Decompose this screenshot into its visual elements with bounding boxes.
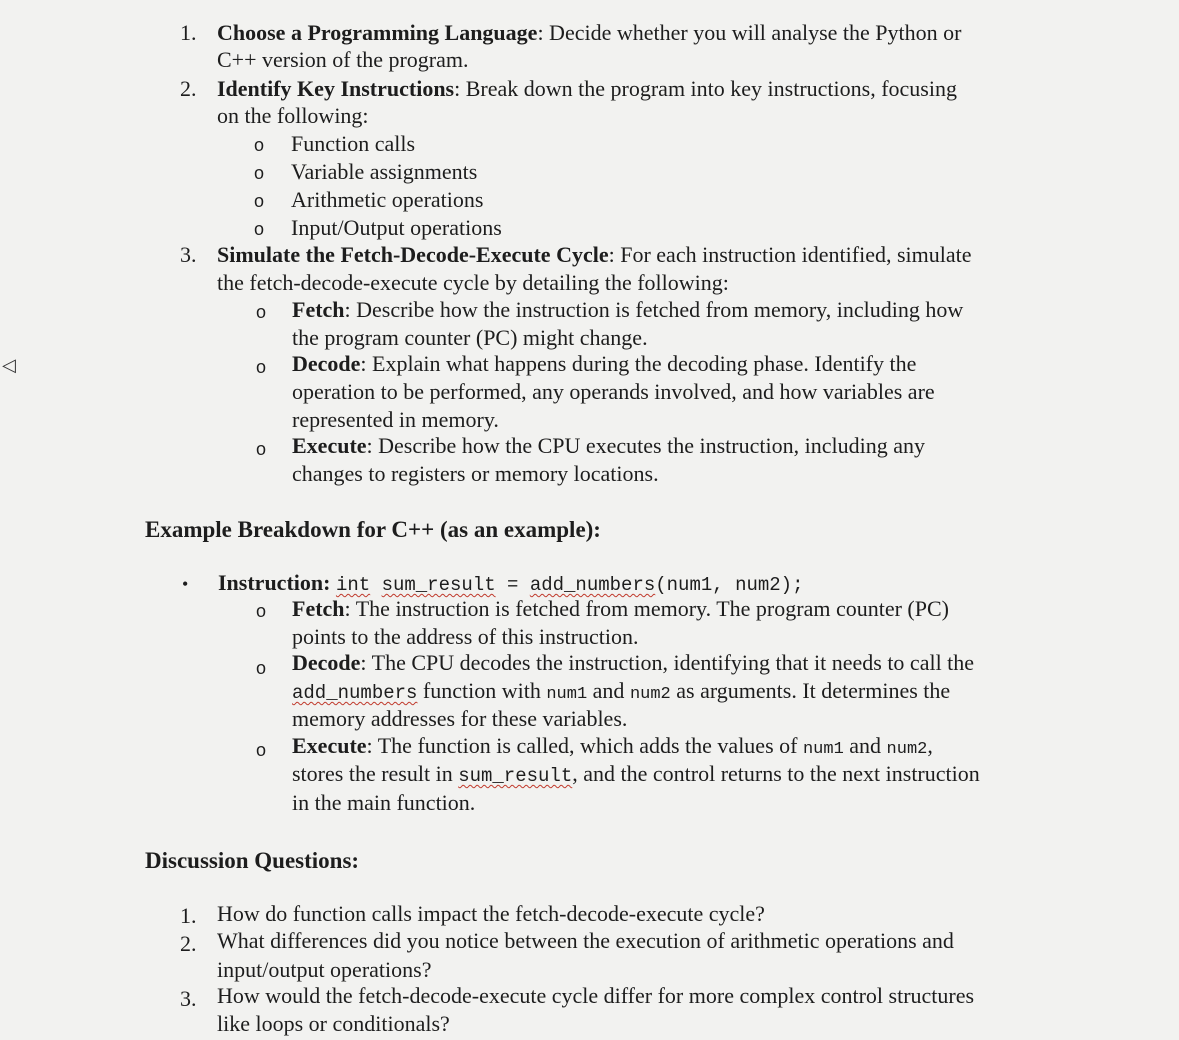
code-num1: num1 xyxy=(546,685,588,704)
example-decode-line-2: add_numbers function with num1 and num2 as arguments. It determines the xyxy=(292,678,951,704)
phase-fetch-line-1 xyxy=(292,297,963,323)
code-add-numbers: add_numbers xyxy=(292,682,418,704)
step-2-title: Identify Key Instructions xyxy=(217,76,455,101)
sub-item-arithmetic-operations: Arithmetic operations xyxy=(291,187,484,212)
instruction-line: Instruction: int sum_result = add_numbers(num1, num2); xyxy=(218,570,804,596)
example-heading: Example Breakdown for C++ (as an example): xyxy=(145,517,601,542)
phase-decode-line-3: represented in memory. xyxy=(292,407,499,432)
bullet-icon: • xyxy=(182,574,189,594)
step-2-number: 2. xyxy=(180,76,197,101)
sub-item-function-calls: Function calls xyxy=(291,131,416,156)
question-2-line-1: What differences did you notice between the execution of arithmetic operations and xyxy=(217,928,954,953)
circle-bullet-icon: o xyxy=(254,135,265,155)
step-3-title: Simulate the Fetch-Decode-Execute Cycle xyxy=(217,242,609,267)
circle-bullet-icon: o xyxy=(256,302,267,322)
phase-execute-line-1 xyxy=(292,433,925,459)
question-3-line-1: How would the fetch-decode-execute cycle differ for more complex control structures xyxy=(217,983,975,1008)
question-2-number: 2. xyxy=(180,931,197,956)
phase-fetch-label: Fetch xyxy=(292,297,345,322)
step-3-text: : For each instruction identified, simulate xyxy=(608,242,972,267)
circle-bullet-icon: o xyxy=(256,601,267,621)
code-args: (num1, num2); xyxy=(655,574,804,596)
left-edge-arrow-icon: ◁ xyxy=(2,355,16,376)
step-2-line-2: on the following: xyxy=(217,103,369,128)
circle-bullet-icon: o xyxy=(256,357,267,377)
question-1-number: 1. xyxy=(180,903,197,928)
code-int: int xyxy=(335,574,371,596)
question-3-number: 3. xyxy=(180,986,197,1011)
phase-decode-line-1 xyxy=(292,351,916,377)
example-fetch-line-1 xyxy=(292,596,949,622)
circle-bullet-icon: o xyxy=(256,740,267,760)
code-equals: = xyxy=(495,574,530,596)
example-decode-line-3: memory addresses for these variables. xyxy=(292,706,628,731)
step-1-line-1 xyxy=(217,20,961,46)
step-2-text: : Break down the program into key instructions, focusing xyxy=(454,76,957,101)
step-3-number: 3. xyxy=(180,242,197,267)
step-1-number: 1. xyxy=(180,20,197,45)
instruction-label: Instruction xyxy=(218,570,324,595)
step-2-line-1 xyxy=(217,76,957,102)
example-fetch-line-2: points to the address of this instruction. xyxy=(292,624,639,649)
example-execute-label: Execute xyxy=(292,733,367,758)
phase-decode-label: Decode xyxy=(292,351,361,376)
code-num1: num1 xyxy=(802,740,844,759)
circle-bullet-icon: o xyxy=(254,191,265,211)
step-1-line-2: C++ version of the program. xyxy=(217,47,469,72)
example-decode-line-1 xyxy=(292,650,974,676)
circle-bullet-icon: o xyxy=(256,658,267,678)
sub-item-io-operations: Input/Output operations xyxy=(291,215,502,240)
example-execute-line-2: stores the result in sum_result, and the control returns to the next instruction xyxy=(292,761,980,787)
phase-decode-line-2: operation to be performed, any operands involved, and how variables are xyxy=(292,379,935,404)
example-execute-line-1: Execute: The function is called, which adds the values of num1 and num2, xyxy=(292,733,933,759)
code-num2: num2 xyxy=(629,685,671,704)
example-decode-text: : The CPU decodes the instruction, identifying that it needs to call the xyxy=(360,650,975,675)
phase-decode-text: : Explain what happens during the decoding phase. Identify the xyxy=(360,351,917,376)
step-3-line-1 xyxy=(217,242,972,268)
phase-execute-line-2: changes to registers or memory locations. xyxy=(292,461,659,486)
phase-fetch-text: : Describe how the instruction is fetched from memory, including how xyxy=(344,297,964,322)
code-num2: num2 xyxy=(886,740,928,759)
code-add-numbers: add_numbers xyxy=(529,574,656,596)
example-fetch-text: : The instruction is fetched from memory. The program counter (PC) xyxy=(344,596,949,621)
question-1: How do function calls impact the fetch-decode-execute cycle? xyxy=(217,901,765,926)
code-sum-result: sum_result xyxy=(458,765,573,787)
code-sum-result: sum_result xyxy=(381,574,496,596)
circle-bullet-icon: o xyxy=(254,163,265,183)
step-3-line-2: the fetch-decode-execute cycle by detailing the following: xyxy=(217,270,729,295)
example-decode-label: Decode xyxy=(292,650,361,675)
phase-execute-text: : Describe how the CPU executes the instruction, including any xyxy=(366,433,925,458)
example-fetch-label: Fetch xyxy=(292,596,345,621)
phase-execute-label: Execute xyxy=(292,433,367,458)
question-2-line-2: input/output operations? xyxy=(217,957,432,982)
step-1-text: : Decide whether you will analyse the Python or xyxy=(537,20,962,45)
question-3-line-2: like loops or conditionals? xyxy=(217,1011,450,1036)
circle-bullet-icon: o xyxy=(256,439,267,459)
example-execute-line-3: in the main function. xyxy=(292,790,476,815)
step-1-title: Choose a Programming Language xyxy=(217,20,538,45)
sub-item-variable-assignments: Variable assignments xyxy=(291,159,478,184)
circle-bullet-icon: o xyxy=(254,219,265,239)
phase-fetch-line-2: the program counter (PC) might change. xyxy=(292,325,648,350)
discussion-heading: Discussion Questions: xyxy=(145,848,360,873)
